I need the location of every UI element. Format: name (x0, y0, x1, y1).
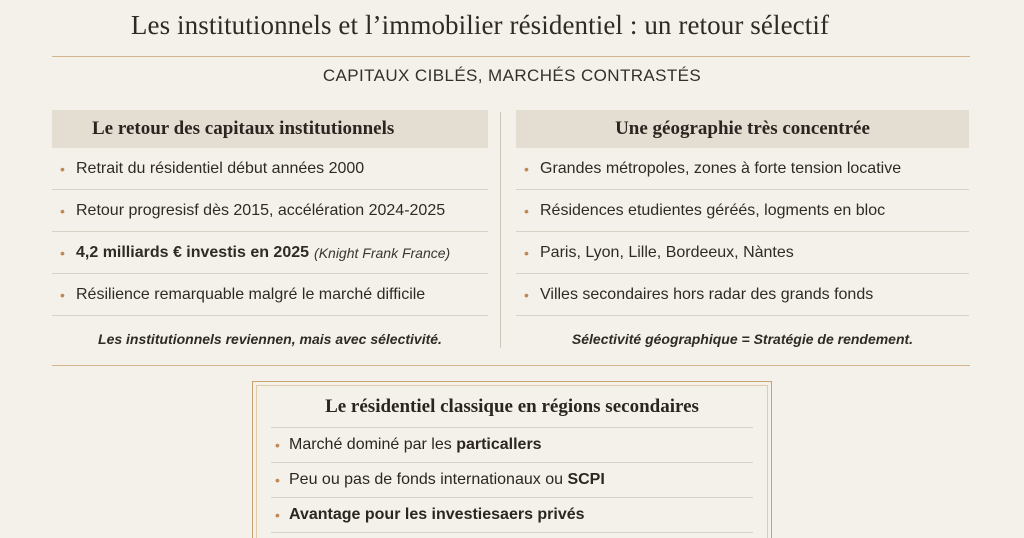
secondary-regions-box (252, 381, 772, 538)
bullet-icon: • (60, 160, 65, 177)
list-item (516, 232, 969, 274)
list-item (52, 190, 488, 232)
geography-list (516, 148, 969, 316)
list-item (516, 274, 969, 316)
list-item-text: 4,2 milliards € investis en 2025 (76, 243, 310, 261)
list-item (52, 274, 488, 316)
bullet-icon: • (275, 437, 280, 453)
list-item-text: Résidences etudientes géréés, logments en bloc (540, 201, 886, 219)
list-item-text: Retour progresisf dès 2015, accélération 2024-2025 (76, 201, 446, 219)
geography-note: Sélectivité géographique = Stratégie de rendement. (571, 331, 914, 347)
institutional-capital-list (52, 148, 488, 316)
bullet-icon: • (60, 286, 65, 303)
list-item (271, 498, 753, 533)
bullet-icon: • (60, 244, 65, 261)
list-item (52, 148, 488, 190)
list-item-text: Peu ou pas de fonds internationaux ou (289, 471, 568, 488)
secondary-regions-title: Le résidentiel classique en régions secondaires (271, 386, 753, 428)
bullet-icon: • (275, 472, 280, 488)
top-divider (52, 56, 970, 57)
institutional-capital-column (52, 110, 488, 362)
geography-header: Une géographie très concentrée (516, 110, 969, 148)
list-item-emphasis: SCPI (567, 471, 605, 488)
list-item-text: Paris, Lyon, Lille, Bordeeux, Nàntes (540, 243, 794, 261)
column-divider (500, 112, 501, 348)
secondary-regions-box-inner (256, 385, 768, 538)
bullet-icon: • (524, 244, 529, 261)
list-item-emphasis: particallers (456, 436, 542, 453)
list-item (271, 463, 753, 498)
bullet-icon: • (524, 202, 529, 219)
secondary-regions-list (271, 428, 753, 533)
middle-divider (52, 365, 970, 366)
list-item (516, 190, 969, 232)
list-item-text: Villes secondaires hors radar des grands fonds (540, 285, 874, 303)
bullet-icon: • (524, 286, 529, 303)
list-item (52, 232, 488, 274)
list-item-text: Retrait du résidentiel début années 2000 (76, 159, 365, 177)
list-item-text: Marché dominé par les (289, 436, 457, 453)
list-item-text: Avantage pour les investiesaers privés (289, 506, 585, 523)
bullet-icon: • (524, 160, 529, 177)
list-item-text: Résilience remarquable malgré le marché difficile (76, 285, 426, 303)
page-subtitle: CAPITAUX CIBLÉS, MARCHÉS CONTRASTÉS (322, 66, 702, 85)
institutional-capital-header: Le retour des capitaux institutionnels (52, 110, 488, 148)
bullet-icon: • (60, 202, 65, 219)
list-item-source: (Knight Frank France) (314, 244, 451, 261)
list-item (271, 428, 753, 463)
institutional-capital-note: Les institutionnels reviennen, mais avec sélectivité. (98, 331, 442, 347)
page-title: Les institutionnels et l’immobilier résidentiel : un retour sélectif (130, 10, 830, 40)
list-item (516, 148, 969, 190)
list-item-text: Grandes métropoles, zones à forte tension locative (540, 159, 902, 177)
bullet-icon: • (275, 507, 280, 523)
geography-column (516, 110, 969, 362)
